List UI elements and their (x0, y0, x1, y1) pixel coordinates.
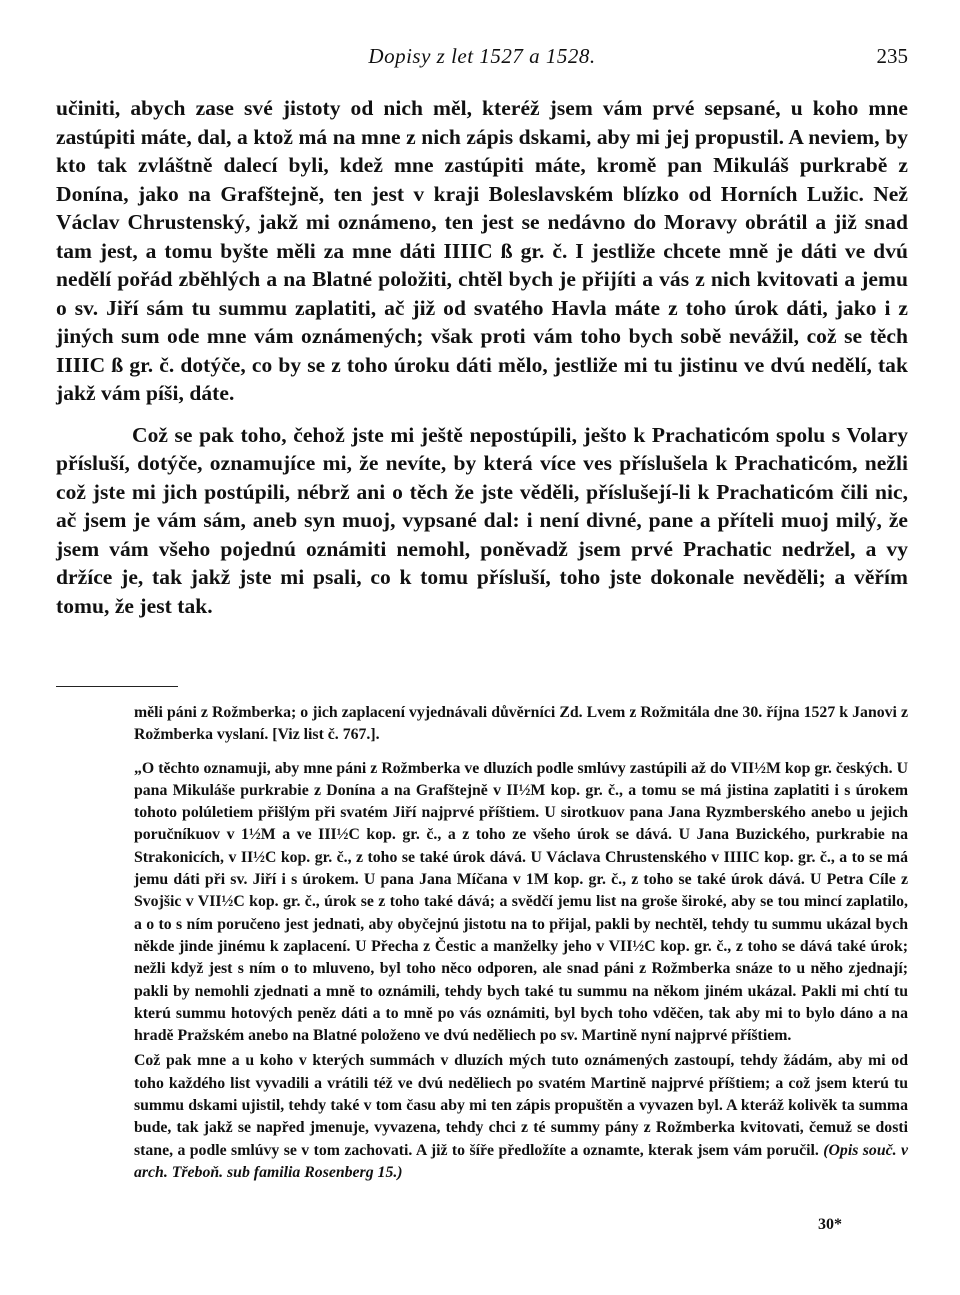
main-text (56, 94, 908, 620)
body-paragraph: učiniti, abych zase své jistoty od nich měl, kteréž jsem vám prvé sepsané, u koho mne zastúpiti máte, dal, a ktož má na mne z nich zápis dskami, aby mi jej propustil. A neviem, by kto tak zvláštně dalecí byli, kdež mne zastúpiti máte, kromě pan Mikuláš purkrabě z Donína, jako na Grafštejně, ten jest v kraji Boleslavském blízko od Horních Lužic. Než Václav Chrustenský, jakž mi oznámeno, ten jest se nedávno do Moravy obrátil a již snad tam jest, a tomu byšte měli za mne dáti IIIIC ß gr. č. I jestliže chcete mně je dáti ve dvú nedělí pořád zběhlých a na Blatné položiti, chtěl bych je přijíti a vás z nich kvitovati a jemu o sv. Jiří sám tu summu zaplatiti, ač již od svatého Havla máte z toho úrok dáti, jako i z jiných sum ode mne vám oznámených; však proti vám toho bych sobě nevážil, což se těch IIIIC ß gr. č. dotýče, co by se z toho úroku dáti mělo, jestliže mi tu jistinu ve dvú nedělí, tak jakž vám píši, dáte. (56, 96, 908, 405)
footnote-quote-text: Což pak mne a u koho v kterých summách v dluzích mých tuto oznámených zastoupí, tehdy žádám, aby mi od toho každého list vyvadili a vrátili též ve dvú neděliech po svatém Martině najprvé příštiem; a což jsem kterú tu summu dskami ujistil, tehdy také v tom času aby mi ten zápis propuštěn a vyvazen byl. A kteráž kolivěk ta summa bude, tak jakž se napřed jmenuje, vyvazena, tehdy chci z té summy pány z Rožmberka kvitovati, čemuž se dosti stane, a podle smlúvy se v tom zachovati. A již to šíře předložíte a oznamte, kterak jsem vám poručil. (134, 1052, 908, 1159)
page-header (56, 44, 908, 74)
page-number: 235 (876, 44, 908, 68)
source-note: (Opis souč. v arch. Třeboň. sub familia Rosenberg 15.) (134, 1141, 908, 1181)
signature-mark: 30* (818, 1216, 842, 1233)
running-title: Dopisy z let 1527 a 1528. (368, 44, 596, 68)
footnote-separator (56, 686, 178, 687)
footnote-quote (134, 1050, 908, 1184)
footnote-continuation: měli páni z Rožmberka; o jich zaplacení vyjednávali důvěrníci Zd. Lvem z Rožmitála dne 30. října 1527 k Janovi z Rožmberka vyslaní. [Viz list č. 767.]. (134, 704, 908, 744)
body-paragraph: Což se pak toho, čehož jste mi ještě nepostúpili, ješto k Prachaticóm spolu s Volary přísluší, dotýče, oznamujíce mi, že nevíte, by která více ves příslušela k Prachaticóm, nežli což jste mi jich postúpili, nébrž ani o těch že jste věděli, příslušejí-li k Prachaticóm čili nic, ač jsem je vám sám, aneb syn muoj, vypsané dal: i není divné, pane a příteli muoj milý, že jsem vám všeho pojednú oznámiti nemohl, poněvadž jsem prvé Prachatic nedržel, a vy držíce je, tak jakž jste mi psali, co k tomu přísluší, toho jste dokonale nevěděli; a věřím tomu, že jest tak. (56, 422, 908, 618)
footnotes (134, 702, 908, 1184)
footnote-quote: „O těchto oznamuji, aby mne páni z Rožmberka ve dluzích podle smlúvy zastúpili až do VII½M kop gr. českých. U pana Mikuláše purkrabie z Donína a na Grafštejně v II½M kop. gr. č., a tomu se má jistina zaplatiti i s úrokem tohoto polúletiem přišlým při svatém Jiří najprvé příštiem. U sirotkuov pana Jana Ryzmberského anebo u jejich poručníkuov v 1½M a ve III½C kop. gr. č., a z toho ze všeho úrok se dává. U Jana Buzického, purkrabie na Strakonicích, v II½C kop. gr. č., z toho se také úrok dává. U Václava Chrustenského v IIIIC kop. gr. č., a to se má jemu dáti při sv. Jiří i s úrokem. U pana Jana Míčana v 1M kop. gr. č., z toho se také úrok dává. U Petra Cíle z Svojšic v VII½C kop. gr. č., úrok se z toho také dává; a svědčí jemu list na groše široké, aby se tou mincí zaplatilo, a o to s ním poručeno jest jednati, aby obyčejnú jistotu na to přijal, pakli by nechtěl, tehdy tu summu ukázal bych někde jinde jinému k zaplacení. U Přecha z Čestic a manželky jeho v VII½C kop. gr. č., z toho se dává také úrok; nežli když jest s ním o to mluveno, byl toho něco odporen, ale snad páni z Rožmberka snáze to u něho zjednají; pakli by nemohli zjednati a mně to oznámili, tehdy bych také tu summu na někom jiném ukázal. Pakli mi chtí tu kterú summu hotových peněz dáti a to mně po vás oznámiti, byl bych toho vděčen, tak aby mi to bylo dáno a na hradě Pražském anebo na Blatné položeno ve dvú neděliech po sv. Martině nyní najprvé příštiem. (134, 759, 908, 1045)
